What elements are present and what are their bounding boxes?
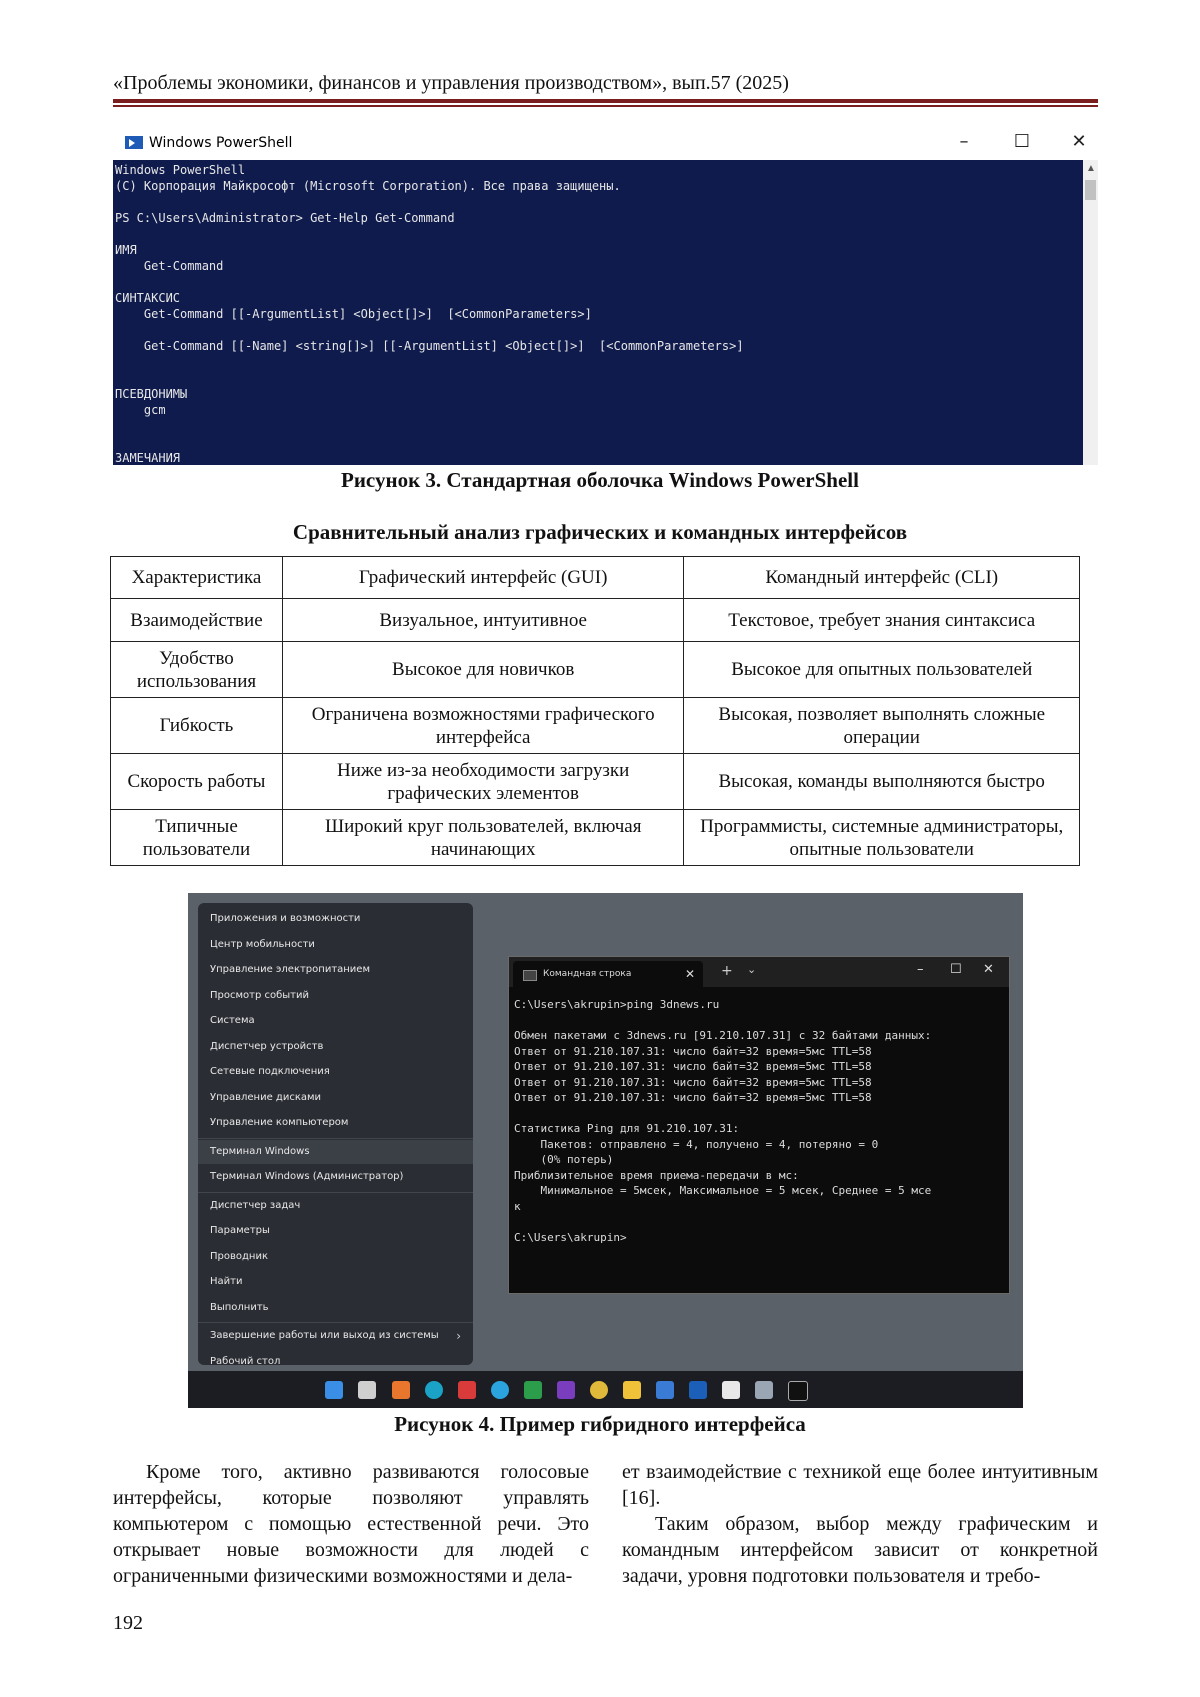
task-view-icon[interactable] — [358, 1381, 376, 1399]
powershell-icon — [125, 136, 143, 149]
body-column-left: Кроме того, активно развиваются голосовые интерфейсы, которые позволяют управлять компьютером с помощью естественной речи. Это открывает новые возможности для людей с ограниченными физическими возможностями и дела- — [113, 1461, 589, 1587]
mail-icon[interactable] — [458, 1381, 476, 1399]
terminal-icon[interactable] — [788, 1381, 808, 1401]
console-line: Get-Command — [115, 259, 224, 273]
table-cell: Высокая, позволяет выполнять сложные операции — [684, 698, 1080, 754]
terminal-line: C:\Users\akrupin>ping 3dnews.ru — [514, 998, 720, 1011]
header-rule — [113, 99, 1098, 103]
hybrid-interface-screenshot — [188, 893, 1023, 1408]
menu-item[interactable]: Рабочий стол — [210, 1355, 281, 1367]
edge-icon[interactable] — [425, 1381, 443, 1399]
console-line: ЗАМЕЧАНИЯ — [115, 451, 181, 465]
chrome-icon[interactable] — [590, 1381, 608, 1399]
console-line: (С) Корпорация Майкрософт (Microsoft Corporation). Все права защищены. — [115, 179, 621, 193]
console-line: PS C:\Users\Administrator> Get-Help Get-Command — [115, 211, 455, 225]
app-icon[interactable] — [722, 1381, 740, 1399]
powershell-window-title: Windows PowerShell — [149, 135, 293, 151]
terminal-line — [514, 1013, 931, 1029]
terminal-line: Обмен пакетами с 3dnews.ru [91.210.107.31] с 32 байтами данных: — [514, 1029, 932, 1042]
terminal-tab-title: Командная строка — [543, 969, 632, 979]
chevron-right-icon: › — [456, 1329, 461, 1343]
menu-item[interactable]: Центр мобильности — [210, 938, 315, 950]
tools-icon[interactable] — [755, 1381, 773, 1399]
body-column-right-1: ет взаимодействие с техникой еще более интуитивным [16]. — [622, 1461, 1098, 1509]
table-cell: Визуальное, интуитивное — [282, 599, 684, 642]
table-cell: Ограничена возможностями графического интерфейса — [282, 698, 684, 754]
menu-item[interactable]: Управление электропитанием — [210, 964, 370, 975]
terminal-tabbar — [509, 957, 1009, 987]
figure4-caption: Рисунок 4. Пример гибридного интерфейса — [394, 1412, 806, 1436]
command-prompt-window — [508, 956, 1010, 1294]
folder-icon[interactable] — [623, 1381, 641, 1399]
menu-item[interactable]: Диспетчер устройств — [210, 1040, 324, 1052]
taskbar — [188, 1371, 1023, 1408]
figure3-caption: Рисунок 3. Стандартная оболочка Windows PowerShell — [341, 468, 859, 492]
table-row — [111, 810, 1080, 866]
terminal-output[interactable] — [514, 997, 931, 1245]
start-icon[interactable] — [325, 1381, 343, 1399]
table-cell: Типичные пользователи — [111, 810, 283, 866]
terminal-line: Ответ от 91.210.107.31: число байт=32 время=5мс TTL=58 — [514, 1091, 872, 1104]
console-line: Get-Command [[-Name] <string[]>] [[-ArgumentList] <Object[]>] [<CommonParameters>] — [115, 339, 744, 353]
terminal-line: Статистика Ping для 91.210.107.31: — [514, 1122, 740, 1135]
menu-item[interactable]: Найти — [210, 1276, 243, 1287]
console-line: Windows PowerShell — [115, 163, 246, 177]
console-line: ПСЕВДОНИМЫ — [115, 387, 188, 401]
notepad-icon[interactable] — [656, 1381, 674, 1399]
table-cell: Взаимодействие — [111, 599, 283, 642]
table-row — [111, 599, 1080, 642]
tab-close-icon[interactable]: ✕ — [684, 967, 695, 981]
table-title: Сравнительный анализ графических и командных интерфейсов — [292, 520, 908, 544]
terminal-line: C:\Users\akrupin> — [514, 1230, 627, 1244]
terminal-line: Ответ от 91.210.107.31: число байт=32 время=5мс TTL=58 — [514, 1044, 872, 1058]
maximize-icon[interactable]: ☐ — [950, 962, 962, 977]
terminal-tab[interactable] — [513, 961, 703, 987]
photoshop-icon[interactable] — [689, 1381, 707, 1399]
menu-item[interactable]: Диспетчер задач — [210, 1199, 301, 1211]
table-header-cell: Характеристика — [111, 557, 283, 599]
firefox-icon[interactable] — [392, 1381, 410, 1399]
table-header-cell: Командный интерфейс (CLI) — [684, 557, 1080, 599]
chevron-down-icon[interactable]: ⌄ — [747, 963, 757, 976]
onenote-icon[interactable] — [557, 1381, 575, 1399]
table-row — [111, 698, 1080, 754]
menu-item[interactable]: Терминал Windows — [198, 1140, 473, 1164]
telegram-icon[interactable] — [491, 1381, 509, 1399]
table-row — [111, 642, 1080, 698]
sheets-icon[interactable] — [524, 1381, 542, 1399]
close-icon[interactable]: ✕ — [1071, 131, 1087, 152]
menu-item[interactable]: Приложения и возможности — [210, 913, 361, 924]
menu-item[interactable]: Управление компьютером — [210, 1117, 349, 1128]
table-cell: Скорость работы — [111, 754, 283, 810]
table-cell: Широкий круг пользователей, включая начинающих — [282, 810, 684, 866]
terminal-line: Ответ от 91.210.107.31: число байт=32 время=5мс TTL=58 — [514, 1075, 872, 1089]
terminal-line: Пакетов: отправлено = 4, получено = 4, потеряно = 0 — [514, 1137, 879, 1151]
powershell-console[interactable] — [113, 160, 1083, 465]
page-number: 192 — [113, 1612, 143, 1634]
terminal-line — [514, 1106, 931, 1122]
table-cell: Высокое для новичков — [282, 642, 684, 698]
table-row — [111, 754, 1080, 810]
menu-item[interactable]: Управление дисками — [210, 1091, 322, 1103]
table-cell: Высокое для опытных пользователей — [684, 642, 1080, 698]
scrollbar-thumb[interactable] — [1085, 180, 1096, 200]
menu-separator — [198, 1322, 473, 1323]
table-cell: Гибкость — [111, 698, 283, 754]
terminal-line: Приблизительное время приема-передачи в мс: — [514, 1168, 799, 1182]
table-cell: Ниже из-за необходимости загрузки графических элементов — [282, 754, 684, 810]
terminal-line: Ответ от 91.210.107.31: число байт=32 время=5мс TTL=58 — [514, 1060, 872, 1073]
menu-item[interactable]: Завершение работы или выход из системы › — [198, 1324, 473, 1348]
comparison-table — [110, 556, 1080, 866]
powershell-scrollbar[interactable] — [1083, 160, 1098, 465]
menu-separator — [198, 1138, 473, 1139]
terminal-line: к — [514, 1199, 521, 1213]
terminal-line: (0% потерь) — [514, 1153, 614, 1166]
menu-item[interactable]: Выполнить — [210, 1301, 269, 1313]
cmd-icon — [523, 970, 537, 981]
scroll-up-icon[interactable]: ▲ — [1086, 163, 1096, 174]
console-line: СИНТАКСИС — [115, 291, 181, 305]
header-rule-thin — [113, 105, 1098, 107]
table-header-row — [111, 557, 1080, 599]
table-cell: Удобство использования — [111, 642, 283, 698]
menu-item[interactable]: Проводник — [210, 1250, 268, 1262]
menu-item[interactable]: Просмотр событий — [210, 989, 309, 1001]
terminal-line: Минимальное = 5мсек, Максимальное = 5 мсек, Среднее = 5 мсе — [514, 1184, 932, 1197]
table-cell: Программисты, системные администраторы, опытные пользователи — [684, 810, 1080, 866]
winx-context-menu — [198, 903, 473, 1365]
terminal-line — [514, 1214, 931, 1230]
journal-header: «Проблемы экономики, финансов и управления производством», вып.57 (2025) — [113, 72, 789, 94]
menu-item[interactable]: Параметры — [210, 1225, 270, 1236]
new-tab-icon[interactable]: + — [721, 963, 733, 979]
maximize-icon[interactable]: ☐ — [1013, 131, 1031, 152]
menu-item[interactable]: Система — [210, 1015, 255, 1026]
menu-item[interactable]: Терминал Windows (Администратор) — [210, 1171, 404, 1182]
close-icon[interactable]: ✕ — [983, 962, 994, 977]
menu-item[interactable]: Сетевые подключения — [210, 1066, 330, 1077]
minimize-icon[interactable]: – — [959, 131, 969, 152]
menu-separator — [198, 1192, 473, 1193]
table-header-cell: Графический интерфейс (GUI) — [282, 557, 684, 599]
powershell-titlebar — [113, 127, 1098, 160]
console-line: gcm — [115, 403, 166, 417]
table-cell: Высокая, команды выполняются быстро — [684, 754, 1080, 810]
console-line: ИМЯ — [115, 243, 137, 257]
console-line: Get-Command [[-ArgumentList] <Object[]>] [<CommonParameters>] — [115, 307, 592, 321]
body-column-right-2: Таким образом, выбор между графическим и командным интерфейсом зависит от конкретной задачи, уровня подготовки пользователя и требо- — [622, 1513, 1098, 1587]
minimize-icon[interactable]: – — [917, 962, 924, 977]
table-cell: Текстовое, требует знания синтаксиса — [684, 599, 1080, 642]
